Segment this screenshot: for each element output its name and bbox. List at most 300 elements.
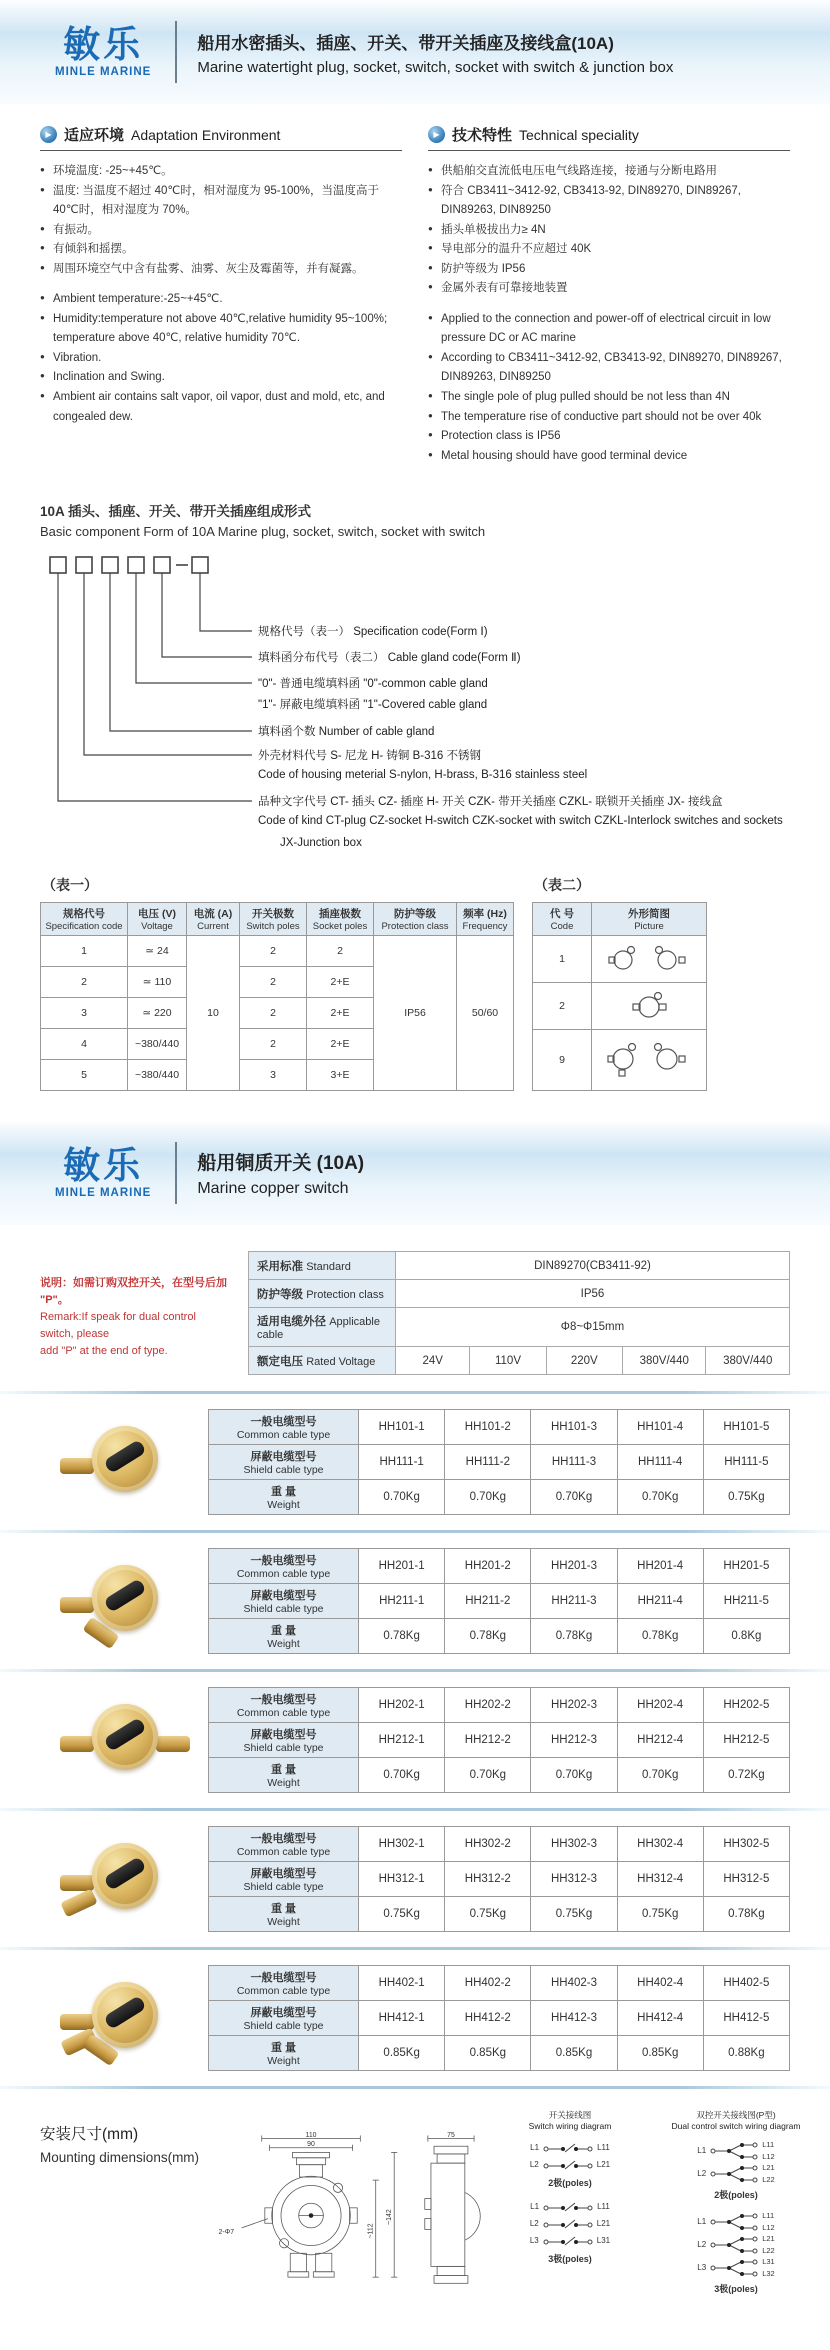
cell-type: HH101-5 <box>703 1410 789 1445</box>
row-label-cn: 屏蔽电缆型号 <box>250 1451 317 1464</box>
form2-wrap <box>532 875 707 1091</box>
table-row <box>41 936 514 967</box>
bullet: ● 防护等级为 IP56 <box>428 260 790 280</box>
table-row <box>209 1584 790 1619</box>
cell-weight: 0.8Kg <box>703 1619 789 1654</box>
cell-voltage: ~380/440 <box>128 1029 187 1060</box>
col-header: Switch poles <box>246 921 300 933</box>
product-photo <box>40 1972 208 2064</box>
row-label-cn: 一般电缆型号 <box>250 1694 317 1707</box>
terminal-label: L32 <box>762 2269 775 2279</box>
row-label-cn: 重 量 <box>271 1903 297 1916</box>
row-label-en: Standard <box>306 1260 351 1273</box>
cell-type: HH211-1 <box>359 1584 445 1619</box>
cell-protection-class: IP56 <box>395 1280 789 1308</box>
terminal-label: L11 <box>597 2202 610 2212</box>
cell-switch-poles: 2 <box>240 1029 307 1060</box>
cell-type: HH402-4 <box>617 1966 703 2001</box>
bullet: ● 温度: 当温度不超过 40℃时，相对湿度为 95-100%，当温度高于 40℃时，相对湿度为 70%。 <box>40 182 402 221</box>
code-label: 规格代号（表一） Specification code(Form Ⅰ) <box>258 626 488 639</box>
pole-count-label: 2极(poles) <box>548 2178 592 2189</box>
cell-weight: 0.70Kg <box>359 1758 445 1793</box>
row-label-en: Shield cable type <box>243 2020 324 2033</box>
technical-section <box>428 124 790 466</box>
cell-code: 1 <box>533 936 592 983</box>
cell-voltage: ≃ 220 <box>128 998 187 1029</box>
bullet: ● The temperature rise of conductive part should not be over 40k <box>428 408 790 428</box>
cell-type: HH201-2 <box>445 1549 531 1584</box>
cell-spec-code: 1 <box>41 936 128 967</box>
row-label-cn: 适用电缆外径 <box>257 1316 326 1329</box>
bullet: ● Protection class is IP56 <box>428 427 790 447</box>
product-table <box>208 1965 790 2071</box>
adaptation-heading <box>40 124 402 151</box>
pole-count-label: 3极(poles) <box>714 2284 758 2295</box>
table-row <box>249 1347 790 1375</box>
terminal-label: L12 <box>762 2152 775 2162</box>
cell-weight: 0.75Kg <box>617 1897 703 1932</box>
table-row <box>209 1897 790 1932</box>
cell-voltage: 24V <box>395 1347 469 1375</box>
technical-heading-cn: 技术特性 <box>452 127 513 144</box>
row-label-en: Weight <box>267 1777 300 1790</box>
dim-top-width: 110 <box>305 2132 317 2140</box>
switch-contact-icon <box>542 2201 594 2213</box>
row-label-en: Weight <box>267 2055 300 2068</box>
cell-type: HH211-2 <box>445 1584 531 1619</box>
table-row <box>249 1280 790 1308</box>
cell-weight: 0.70Kg <box>617 1758 703 1793</box>
table-row <box>533 1030 707 1091</box>
col-header: Picture <box>634 921 664 933</box>
adaptation-bullets-cn <box>40 162 402 279</box>
table-row <box>209 1410 790 1445</box>
wiring-title-cn: 双控开关接线图(P型) <box>696 2110 776 2121</box>
table-row <box>209 1862 790 1897</box>
table-row <box>209 1549 790 1584</box>
cell-type: HH202-5 <box>703 1688 789 1723</box>
gland-sketch-icon <box>601 1039 697 1079</box>
cell-type: HH402-3 <box>531 1966 617 2001</box>
table-row <box>209 1966 790 2001</box>
col-header: 频率 (Hz) <box>463 908 507 921</box>
row-label-en: Common cable type <box>236 1846 331 1859</box>
terminal-label: L2 <box>697 2169 707 2179</box>
product-photo <box>40 1416 208 1508</box>
row-label-cn: 一般电缆型号 <box>250 1833 317 1846</box>
row-label-en: Applicable cable <box>257 1316 380 1342</box>
gland-sketch-icon <box>601 990 697 1020</box>
table-row <box>209 1758 790 1793</box>
col-header: 外形简图 <box>628 908 670 921</box>
page-title-cn: 船用水密插头、插座、开关、带开关插座及接线盒(10A) <box>197 33 614 53</box>
row-label-cn: 屏蔽电缆型号 <box>250 1868 317 1881</box>
cell-type: HH101-4 <box>617 1410 703 1445</box>
standard-table <box>248 1251 790 1375</box>
terminal-label: L22 <box>762 2246 775 2256</box>
col-header: Specification code <box>45 921 123 933</box>
row-label-cn: 一般电缆型号 <box>250 1555 317 1568</box>
brand-logo <box>55 23 152 79</box>
cell-weight: 0.70Kg <box>445 1758 531 1793</box>
product-photo <box>40 1694 208 1786</box>
gland-layout-sketch <box>592 936 707 983</box>
switch-contact-icon <box>542 2159 594 2171</box>
dual-contact-icon <box>709 2211 759 2233</box>
row-label-en: Weight <box>267 1638 300 1651</box>
page-title-en: Marine watertight plug, socket, switch, socket with switch & junction box <box>197 58 674 76</box>
terminal-label: L3 <box>529 2236 539 2246</box>
divider <box>0 2086 830 2089</box>
cell-type: HH211-3 <box>531 1584 617 1619</box>
cell-spec-code: 3 <box>41 998 128 1029</box>
cell-switch-poles: 2 <box>240 998 307 1029</box>
technical-heading <box>428 124 790 151</box>
table-row <box>209 2036 790 2071</box>
mounting-title <box>40 2108 208 2320</box>
cable-gland <box>60 1458 94 1474</box>
cell-voltage: 110V <box>470 1347 546 1375</box>
code-label: 外壳材料代号 S- 尼龙 H- 铸铜 B-316 不锈钢 <box>258 750 481 763</box>
cell-frequency: 50/60 <box>457 936 514 1091</box>
row-label-en: Rated Voltage <box>306 1355 376 1368</box>
technical-bullets-cn <box>428 162 790 299</box>
cell-applicable-cable: Φ8~Φ15mm <box>395 1308 789 1347</box>
product-photo <box>40 1833 208 1925</box>
play-circle-icon: ▶ <box>40 126 57 143</box>
row-label-en: Common cable type <box>236 1568 331 1581</box>
cell-weight: 0.78Kg <box>445 1619 531 1654</box>
cell-type: HH202-4 <box>617 1688 703 1723</box>
cell-type: HH402-5 <box>703 1966 789 2001</box>
cell-voltage: ~380/440 <box>128 1060 187 1091</box>
cell-type: HH412-3 <box>531 2001 617 2036</box>
divider <box>0 1391 830 1394</box>
col-header: Frequency <box>462 921 508 933</box>
cell-type: HH302-2 <box>445 1827 531 1862</box>
divider <box>0 1808 830 1811</box>
cell-weight: 0.70Kg <box>531 1758 617 1793</box>
cell-socket-poles: 2 <box>307 936 374 967</box>
product-table <box>208 1548 790 1654</box>
table-row <box>209 1723 790 1758</box>
feature-columns <box>0 124 830 466</box>
dual-2pole-diagram <box>660 2139 812 2201</box>
standard-section <box>0 1251 830 1375</box>
page-header <box>0 0 830 104</box>
cell-socket-poles: 2+E <box>307 1029 374 1060</box>
brand-logo <box>55 1144 152 1200</box>
cell-type: HH412-1 <box>359 2001 445 2036</box>
cell-spec-code: 4 <box>41 1029 128 1060</box>
header-divider <box>175 21 177 83</box>
dual-3pole-diagram <box>660 2210 812 2295</box>
terminal-label: L31 <box>762 2256 775 2266</box>
bullet: ● 导电部分的温升不应超过 40K <box>428 240 790 260</box>
table-row <box>209 1619 790 1654</box>
dual-contact-icon <box>709 2234 759 2256</box>
cell-type: HH111-4 <box>617 1445 703 1480</box>
col-header: 电压 (V) <box>138 908 176 921</box>
terminal-label: L21 <box>596 2219 611 2229</box>
product-block-hh402 <box>0 1957 830 2079</box>
row-label-en: Common cable type <box>236 1985 331 1998</box>
cell-weight: 0.78Kg <box>703 1897 789 1932</box>
code-label: 填料函分布代号（表二） Cable gland code(Form Ⅱ) <box>258 652 521 665</box>
cell-spec-code: 2 <box>41 967 128 998</box>
bullet: ● 金属外表有可靠接地装置 <box>428 279 790 299</box>
gland-sketch-icon <box>601 943 697 973</box>
bullet: ● The single pole of plug pulled should be not less than 4N <box>428 388 790 408</box>
divider <box>0 1947 830 1950</box>
cell-type: HH111-1 <box>359 1445 445 1480</box>
cell-socket-poles: 2+E <box>307 967 374 998</box>
cell-type: HH312-4 <box>617 1862 703 1897</box>
cell-voltage: 380V/440 <box>706 1347 790 1375</box>
adaptation-section <box>40 124 402 466</box>
terminal-label: L11 <box>597 2143 610 2153</box>
product-table <box>208 1409 790 1515</box>
cell-type: HH412-2 <box>445 2001 531 2036</box>
cell-weight: 0.70Kg <box>445 1480 531 1515</box>
cell-voltage: 220V <box>546 1347 622 1375</box>
bullet: ● Ambient air contains salt vapor, oil vapor, dust and mold, etc, and congealed dew. <box>40 388 402 427</box>
mounting-section <box>0 2096 830 2350</box>
dual-contact-icon <box>709 2140 759 2162</box>
terminal-label: L2 <box>697 2240 707 2250</box>
cell-type: HH312-3 <box>531 1862 617 1897</box>
terminal-label: L11 <box>762 2139 775 2149</box>
dim-body-height: ~112 <box>367 2223 375 2239</box>
row-label-en: Weight <box>267 1499 300 1512</box>
cell-weight: 0.70Kg <box>359 1480 445 1515</box>
cell-weight: 0.85Kg <box>617 2036 703 2071</box>
cell-type: HH412-4 <box>617 2001 703 2036</box>
col-header: 插座极数 <box>319 908 361 921</box>
cell-weight: 0.88Kg <box>703 2036 789 2071</box>
order-remark <box>40 1251 230 1375</box>
product-table <box>208 1687 790 1793</box>
table-row <box>209 1827 790 1862</box>
component-form-title-en: Basic component Form of 10A Marine plug, socket, switch, socket with switch <box>40 524 486 540</box>
adaptation-heading-en: Adaptation Environment <box>131 126 281 143</box>
terminal-label: L1 <box>530 2202 540 2212</box>
cell-type: HH101-1 <box>359 1410 445 1445</box>
cell-standard: DIN89270(CB3411-92) <box>395 1252 789 1280</box>
switch-wiring-group <box>494 2110 646 2320</box>
play-circle-icon: ▶ <box>428 126 445 143</box>
side-view-drawing <box>414 2108 488 2320</box>
cable-gland <box>60 1889 98 1918</box>
product-block-hh201 <box>0 1540 830 1662</box>
cell-current: 10 <box>187 936 240 1091</box>
cell-type: HH211-5 <box>703 1584 789 1619</box>
col-header: Protection class <box>381 921 449 933</box>
form2-caption: （表二） <box>534 877 590 894</box>
row-label-en: Shield cable type <box>243 1881 324 1894</box>
row-label-en: Common cable type <box>236 1707 331 1720</box>
switch-contact-icon <box>542 2235 594 2247</box>
col-header: 防护等级 <box>394 908 436 921</box>
cell-weight: 0.78Kg <box>617 1619 703 1654</box>
table-row <box>249 1308 790 1347</box>
cell-type: HH212-5 <box>703 1723 789 1758</box>
cable-gland <box>156 1736 190 1752</box>
cell-weight: 0.75Kg <box>445 1897 531 1932</box>
pole-count-label: 3极(poles) <box>548 2254 592 2265</box>
cell-type: HH202-1 <box>359 1688 445 1723</box>
brand-logo-en: MINLE MARINE <box>55 65 152 78</box>
dual-wiring-group <box>660 2110 812 2320</box>
wiring-diagrams <box>494 2108 812 2320</box>
table-row <box>209 2001 790 2036</box>
adaptation-heading-cn: 适应环境 <box>64 127 125 144</box>
terminal-label: L1 <box>530 2143 540 2153</box>
col-header: Voltage <box>141 921 173 933</box>
terminal-label: L2 <box>529 2160 539 2170</box>
code-label: Code of kind CT-plug CZ-socket H-switch CZK-socket with switch CZKL-Interlock switches and sockets <box>258 815 783 828</box>
form1-caption: （表一） <box>42 877 98 894</box>
terminal-label: L3 <box>697 2263 707 2273</box>
row-label-cn: 重 量 <box>271 2042 297 2055</box>
cell-weight: 0.78Kg <box>531 1619 617 1654</box>
col-header: Current <box>197 921 229 933</box>
cell-voltage: ≃ 110 <box>128 967 187 998</box>
cell-switch-poles: 2 <box>240 936 307 967</box>
component-form-section <box>0 500 830 865</box>
cell-weight: 0.85Kg <box>359 2036 445 2071</box>
switch-2pole-diagram <box>494 2139 646 2189</box>
code-label: JX-Junction box <box>280 837 362 850</box>
cable-gland <box>60 1736 94 1752</box>
dual-contact-icon <box>709 2257 759 2279</box>
bullet: ● 有倾斜和摇摆。 <box>40 240 402 260</box>
row-label-en: Weight <box>267 1916 300 1929</box>
dual-contact-icon <box>709 2163 759 2185</box>
type-code-diagram <box>40 553 790 865</box>
cell-type: HH101-2 <box>445 1410 531 1445</box>
technical-bullets-en <box>428 310 790 466</box>
cell-type: HH111-3 <box>531 1445 617 1480</box>
cell-type: HH412-5 <box>703 2001 789 2036</box>
cell-weight: 0.70Kg <box>531 1480 617 1515</box>
remark-cn: 说明：如需订购双控开关，在型号后加 "P"。 <box>40 1277 227 1307</box>
bullet: ● 插头单极拔出力≥ 4N <box>428 221 790 241</box>
bullet: ● 供船舶交直流低电压电气线路连接，接通与分断电路用 <box>428 162 790 182</box>
divider <box>0 1669 830 1672</box>
row-label-en: Shield cable type <box>243 1603 324 1616</box>
form-tables <box>0 875 830 1091</box>
cell-type: HH212-3 <box>531 1723 617 1758</box>
cell-socket-poles: 3+E <box>307 1060 374 1091</box>
cell-weight: 0.72Kg <box>703 1758 789 1793</box>
terminal-label: L21 <box>596 2160 611 2170</box>
bullet: ● 环境温度: -25~+45℃。 <box>40 162 402 182</box>
bullet: ● 符合 CB3411~3412-92, CB3413-92, DIN89270, DIN89267, DIN89263, DIN89250 <box>428 182 790 221</box>
form1-table <box>40 902 514 1091</box>
terminal-label: L1 <box>697 2146 707 2156</box>
divider <box>0 1530 830 1533</box>
cell-type: HH312-1 <box>359 1862 445 1897</box>
code-label: "1"- 屏蔽电缆填料函 "1"-Covered cable gland <box>258 699 488 712</box>
remark-en: Remark:If speak for dual control switch, please <box>40 1311 196 1341</box>
col-header: Socket poles <box>312 921 368 933</box>
header-divider <box>175 1142 177 1204</box>
terminal-label: L2 <box>529 2219 539 2229</box>
row-label-cn: 额定电压 <box>257 1355 303 1368</box>
row-label-en: Protection class <box>306 1288 384 1301</box>
cell-socket-poles: 2+E <box>307 998 374 1029</box>
cell-type: HH201-1 <box>359 1549 445 1584</box>
cell-code: 9 <box>533 1030 592 1091</box>
bullet: ● Metal housing should have good terminal device <box>428 447 790 467</box>
cell-type: HH212-2 <box>445 1723 531 1758</box>
cell-type: HH202-2 <box>445 1688 531 1723</box>
cell-type: HH302-3 <box>531 1827 617 1862</box>
brand-logo-cn: 敏乐 <box>63 1144 144 1186</box>
terminal-label: L31 <box>596 2236 611 2246</box>
row-label-cn: 采用标准 <box>257 1260 303 1273</box>
row-label-en: Shield cable type <box>243 1742 324 1755</box>
dim-total-height: ~142 <box>386 2209 394 2226</box>
table-row <box>249 1252 790 1280</box>
col-header: 代 号 <box>550 908 574 921</box>
bullet: ● 周围环境空气中含有盐雾、油雾、灰尘及霉菌等，并有凝露。 <box>40 260 402 280</box>
row-label-cn: 一般电缆型号 <box>250 1972 317 1985</box>
cell-type: HH212-4 <box>617 1723 703 1758</box>
row-label-cn: 屏蔽电缆型号 <box>250 2007 317 2020</box>
mounting-title-cn: 安装尺寸(mm) <box>40 2126 139 2144</box>
table-row <box>533 936 707 983</box>
section-title <box>197 1148 364 1198</box>
code-label: 品种文字代号 CT- 插头 CZ- 插座 H- 开关 CZK- 带开关插座 CZKL- 联锁开关插座 JX- 接线盒 <box>258 796 723 809</box>
page-title <box>197 29 673 76</box>
row-label-cn: 重 量 <box>271 1764 297 1777</box>
cell-voltage: ≃ 24 <box>128 936 187 967</box>
terminal-label: L21 <box>762 2233 775 2243</box>
cell-type: HH201-5 <box>703 1549 789 1584</box>
product-block-hh302 <box>0 1818 830 1940</box>
row-label-en: Common cable type <box>236 1429 331 1442</box>
row-label-cn: 一般电缆型号 <box>250 1416 317 1429</box>
bullet: ● Vibration. <box>40 349 402 369</box>
front-view-drawing <box>214 2108 408 2320</box>
cable-gland <box>60 1597 94 1613</box>
cell-type: HH312-2 <box>445 1862 531 1897</box>
remark-en: add "P" at the end of type. <box>40 1345 168 1358</box>
cell-type: HH111-2 <box>445 1445 531 1480</box>
code-label: 填料函个数 Number of cable gland <box>258 726 435 739</box>
cell-type: HH211-4 <box>617 1584 703 1619</box>
cell-type: HH201-3 <box>531 1549 617 1584</box>
product-block-hh202 <box>0 1679 830 1801</box>
table-row <box>209 1445 790 1480</box>
adaptation-bullets-en <box>40 290 402 427</box>
code-label: "0"- 普通电缆填料函 "0"-common cable gland <box>258 678 488 691</box>
row-label-cn: 防护等级 <box>257 1288 303 1301</box>
cell-weight: 0.75Kg <box>531 1897 617 1932</box>
bullet: ● Applied to the connection and power-off of electrical circuit in low pressure DC or AC marine <box>428 310 790 349</box>
cell-type: HH201-4 <box>617 1549 703 1584</box>
product-block-hh101 <box>0 1401 830 1523</box>
code-diagram-lines <box>40 553 255 865</box>
wiring-title-cn: 开关接线图 <box>548 2110 592 2121</box>
col-header: Code <box>550 921 574 933</box>
cell-type: HH302-4 <box>617 1827 703 1862</box>
table-row <box>209 1688 790 1723</box>
row-label-en: Shield cable type <box>243 1464 324 1477</box>
col-header: 规格代号 <box>63 908 105 921</box>
